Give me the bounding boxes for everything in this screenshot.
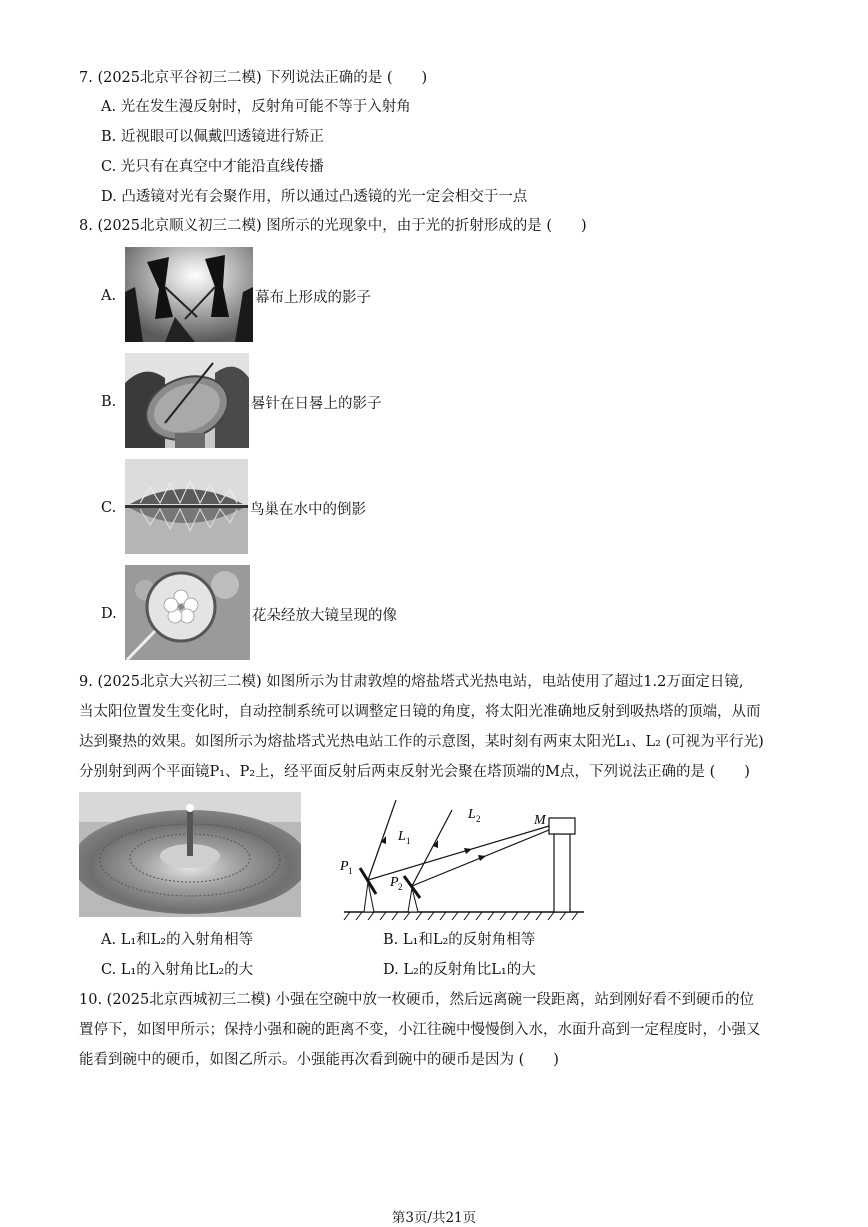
q8-option-b-label[interactable]: B. bbox=[101, 394, 117, 410]
q8-option-a-caption: 幕布上形成的影子 bbox=[255, 290, 371, 306]
solar-power-station-photo bbox=[79, 792, 301, 917]
shadow-puppet-photo bbox=[125, 247, 253, 342]
q9-line-1: 9. (2025北京大兴初三二模) 如图所示为甘肃敦煌的熔盐塔式光热电站，电站使用了超过1.2万面定日镜, bbox=[79, 674, 744, 690]
q9-option-a[interactable]: A. L₁和L₂的入射角相等 bbox=[101, 932, 254, 948]
svg-text:1: 1 bbox=[406, 836, 411, 846]
q8-option-a-label[interactable]: A. bbox=[101, 288, 117, 304]
heliostat-schematic-diagram bbox=[336, 800, 586, 925]
q7-option-a[interactable]: A. 光在发生漫反射时，反射角可能不等于入射角 bbox=[101, 99, 411, 115]
q8-option-b-caption: 晷针在日晷上的影子 bbox=[251, 396, 382, 412]
svg-text:2: 2 bbox=[398, 882, 403, 892]
q7-option-d[interactable]: D. 凸透镜对光有会聚作用，所以通过凸透镜的光一定会相交于一点 bbox=[101, 189, 528, 205]
q9-option-d[interactable]: D. L₂的反射角比L₁的大 bbox=[383, 962, 536, 978]
svg-text:2: 2 bbox=[476, 814, 481, 824]
page-number: 第3页/共21页 bbox=[391, 1210, 477, 1226]
svg-text:L: L bbox=[468, 807, 476, 822]
q7-option-c[interactable]: C. 光只有在真空中才能沿直线传播 bbox=[101, 159, 324, 175]
label-m: M bbox=[534, 813, 546, 828]
q8-stem: 8. (2025北京顺义初三二模) 图所示的光现象中，由于光的折射形成的是 ( ) bbox=[79, 218, 587, 234]
svg-text:1: 1 bbox=[348, 866, 353, 876]
q9-option-c[interactable]: C. L₁的入射角比L₂的大 bbox=[101, 962, 254, 978]
svg-text:L: L bbox=[398, 829, 406, 844]
q9-line-3: 达到聚热的效果。如图所示为熔盐塔式光热电站工作的示意图，某时刻有两束太阳光L₁、L₂ (可视为平行光) bbox=[79, 734, 764, 750]
q7-stem: 7. (2025北京平谷初三二模) 下列说法正确的是 ( ) bbox=[79, 70, 428, 86]
birds-nest-reflection-photo bbox=[125, 459, 248, 554]
q9-option-b[interactable]: B. L₁和L₂的反射角相等 bbox=[383, 932, 536, 948]
q7-option-b[interactable]: B. 近视眼可以佩戴凹透镜进行矫正 bbox=[101, 129, 324, 145]
q9-line-4: 分别射到两个平面镜P₁、P₂上，经平面反射后两束反射光会聚在塔顶端的M点，下列说法正确的是 ( ) bbox=[79, 764, 750, 780]
svg-text:P: P bbox=[390, 875, 399, 890]
q8-option-c-caption: 鸟巢在水中的倒影 bbox=[250, 502, 366, 518]
q10-line-1: 10. (2025北京西城初三二模) 小强在空碗中放一枚硬币，然后远离碗一段距离，站到刚好看不到硬币的位 bbox=[79, 992, 754, 1008]
sundial-photo bbox=[125, 353, 249, 448]
q8-option-d-caption: 花朵经放大镜呈现的像 bbox=[252, 608, 397, 624]
q10-line-3: 能看到碗中的硬币，如图乙所示。小强能再次看到碗中的硬币是因为 ( ) bbox=[79, 1052, 559, 1068]
magnifier-flower-photo bbox=[125, 565, 250, 660]
svg-text:P: P bbox=[340, 859, 349, 874]
q8-option-c-label[interactable]: C. bbox=[101, 500, 117, 516]
q8-option-d-label[interactable]: D. bbox=[101, 606, 117, 622]
q10-line-2: 置停下，如图甲所示；保持小强和碗的距离不变，小江往碗中慢慢倒入水，水面升高到一定程度时，小强又 bbox=[79, 1022, 761, 1038]
q9-line-2: 当太阳位置发生变化时，自动控制系统可以调整定日镜的角度，将太阳光准确地反射到吸热塔的顶端，从而 bbox=[79, 704, 761, 720]
